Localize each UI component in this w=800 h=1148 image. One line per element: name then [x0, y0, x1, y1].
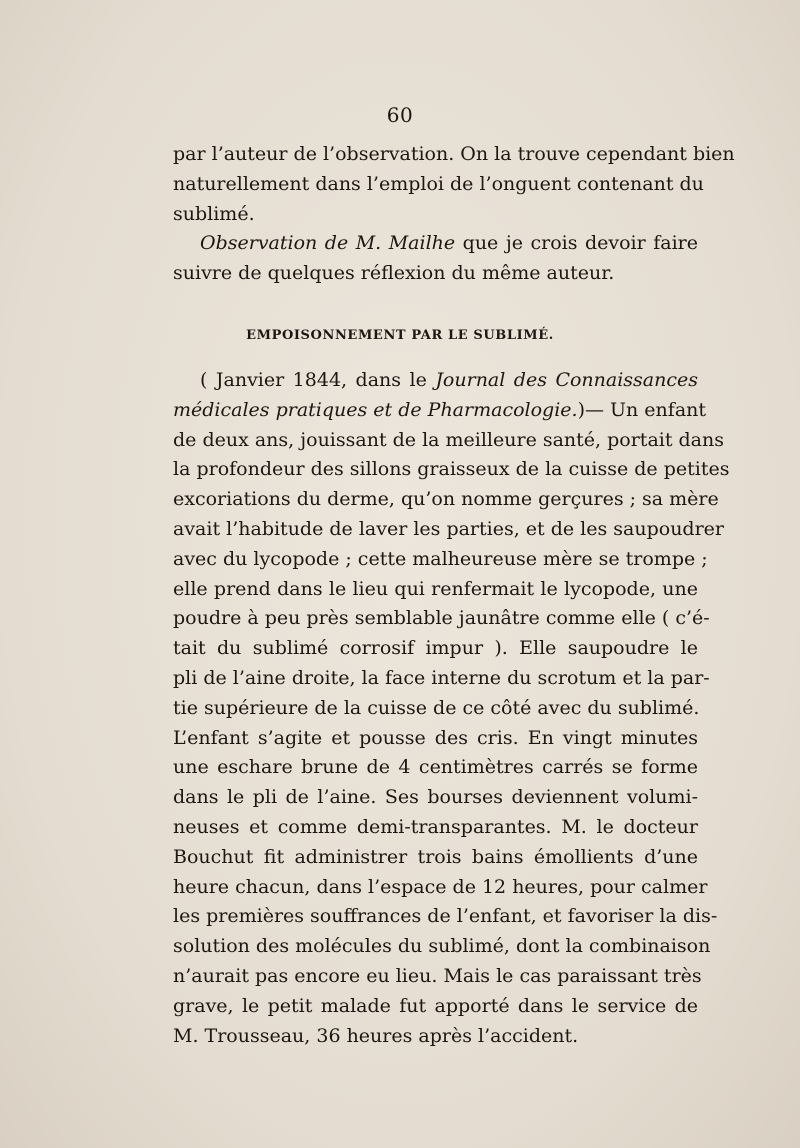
text-line: sublimé.: [173, 202, 255, 225]
text-line: M. Trousseau, 36 heures après l’accident.: [173, 1024, 579, 1047]
text-line: tie supérieure de la cuisse de ce côté avec du sublimé.: [173, 696, 700, 719]
text-line: suivre de quelques réflexion du même auteur.: [173, 262, 615, 285]
text-line: de deux ans, jouissant de la meilleure santé, portait dans: [173, 428, 724, 451]
text-line: une eschare brune de 4 centimètres carrés se forme: [173, 756, 698, 779]
text-line: par l’auteur de l’observation. On la trouve cependant bien: [173, 143, 735, 165]
text-span: que je crois devoir faire: [455, 232, 699, 255]
italic-journal-title: Journal des Connaissances: [435, 369, 698, 391]
text-line: n’aurait pas encore eu lieu. Mais le cas paraissant très: [173, 964, 702, 987]
text-line: neuses et comme demi-transparantes. M. le docteur: [173, 815, 698, 838]
text-span: ( Janvier 1844, dans le: [200, 369, 436, 391]
text-line: Bouchut fit administrer trois bains émollients d’une: [173, 845, 698, 868]
text-line: poudre à peu près semblable jaunâtre comme elle ( c’é-: [173, 607, 710, 630]
text-line: les premières souffrances de l’enfant, et favoriser la dis-: [173, 905, 718, 928]
text-line: pli de l’aine droite, la face interne du scrotum et la par-: [173, 666, 710, 689]
section-heading: EMPOISONNEMENT PAR LE SUBLIMÉ.: [246, 328, 554, 343]
text-span: )— Un enfant: [577, 398, 707, 421]
text-line: tait du sublimé corrosif impur ). Elle saupoudre le: [173, 637, 698, 660]
text-line: [173, 366, 698, 396]
text-line: [173, 396, 707, 426]
italic-journal-title: médicales pratiques et de Pharmacologie.: [173, 398, 578, 421]
text-line: avec du lycopode ; cette malheureuse mère se trompe ;: [173, 547, 708, 570]
text-block-top: [173, 140, 735, 289]
text-line: grave, le petit malade fut apporté dans le service de: [173, 994, 698, 1017]
page-number: 60: [386, 103, 414, 127]
text-line: excoriations du derme, qu’on nomme gerçures ; sa mère: [173, 488, 719, 511]
italic-citation: Observation de M. Mailhe: [200, 232, 456, 255]
text-line: dans le pli de l’aine. Ses bourses deviennent volumi-: [173, 786, 698, 809]
text-line: elle prend dans le lieu qui renfermait le lycopode, une: [173, 577, 698, 600]
text-line: [173, 229, 698, 259]
text-line: solution des molécules du sublimé, dont la combinaison: [173, 935, 711, 958]
text-line: la profondeur des sillons graisseux de la cuisse de petites: [173, 458, 730, 481]
text-line: avait l’habitude de laver les parties, et de les saupoudrer: [173, 517, 724, 540]
text-line: L’enfant s’agite et pousse des cris. En vingt minutes: [173, 726, 698, 749]
text-line: heure chacun, dans l’espace de 12 heures, pour calmer: [173, 875, 708, 898]
text-block-main: [173, 366, 730, 1051]
text-line: naturellement dans l’emploi de l’onguent contenant du: [173, 172, 704, 195]
